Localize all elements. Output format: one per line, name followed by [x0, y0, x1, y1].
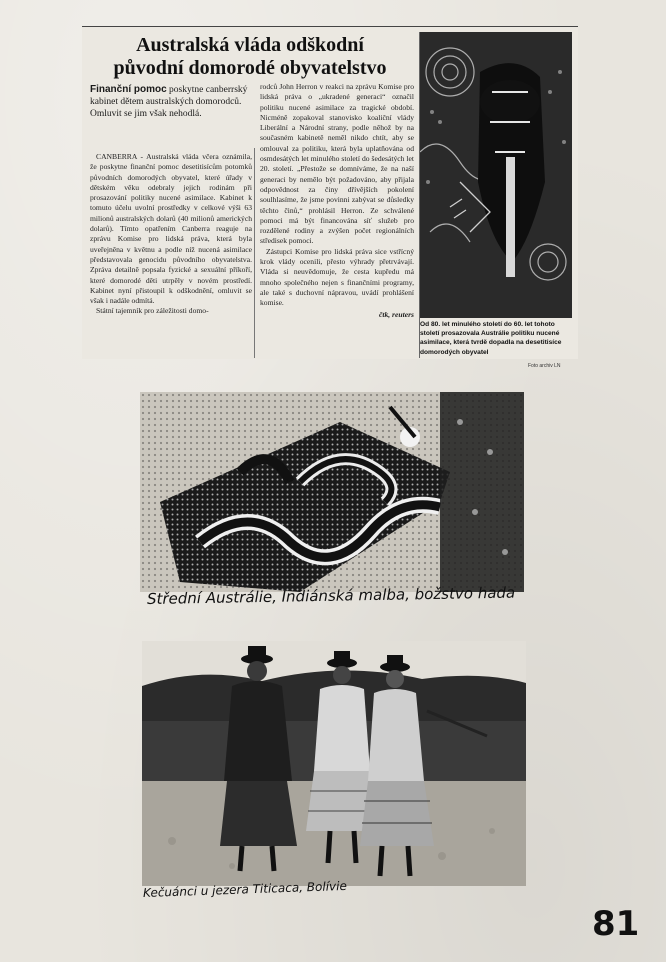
- aboriginal-snake-painting-photo: [140, 392, 524, 592]
- article-column-2: [260, 82, 414, 320]
- lead-bold: Finanční pomoc: [90, 84, 167, 95]
- article-headline: [82, 34, 418, 80]
- handwritten-caption-2: Kečuánci u jezera Titicaca, Bolívie: [142, 878, 348, 900]
- photo-caption: Od 80. let minulého století do 60. let tohoto století prosazovala Austrálie politiku nucené asimilace, která tvrdě dopadla na desetitisíce domorodých obyvatel: [420, 321, 562, 356]
- lead-text: poskytne canberrský kabinet dětem australských domorodců. Omluvit se jim však nehodlá.: [90, 85, 248, 119]
- aboriginal-man-photo: [420, 32, 572, 318]
- handwritten-caption-1: Střední Austrálie, Indiánská malba, božstvo hada: [146, 583, 516, 608]
- quechua-women-photo: [142, 641, 526, 886]
- newspaper-clipping: [82, 26, 578, 369]
- article-column-1: [90, 152, 252, 317]
- top-rule: [82, 26, 578, 27]
- paragraph: CANBERRA - Australská vláda včera oznámila, že poskytne finanční pomoc desetitisícům potomků původních domorodých obyvatel, které úřady v dětském věku odebraly jejich rodinám při prosazování politiky nucené asimilace. Kabinet k tomuto účelu uvolní prostředky v celkové výši 63 milionů australských dolarů (40 milionů amerických dolarů). Tímto opatřením Canberra reaguje na zprávu Komise pro lidská práva, která byla uveřejněna v květnu a podle níž nucená asimilace představovala genocidu původního obyvatelstva. Zpráva detailně popsala fyzické a sexuální příkoří, které domorodé děti utrpěly v novém prostředí. Kabinet nyní přistoupil k odškodnění, omluvit se však i nadále odmítá.: [90, 152, 252, 306]
- article-credit: čtk, reuters: [378, 309, 414, 319]
- paragraph: Státní tajemník pro záležitosti domo-: [96, 306, 209, 316]
- page-number: 81: [592, 904, 640, 944]
- article-lead: [90, 84, 250, 120]
- photo-credit: Foto archiv LN: [528, 363, 561, 369]
- column-divider: [254, 148, 255, 358]
- paragraph: rodců John Herron v reakci na zprávu Komise pro lidská práva o „ukradené generaci“ označil politiku nucené asimilace za tragické období. Nicméně zopakoval stanovisko koaliční vlády Liberální a Národní strany, podle něhož by na současném kabinetě neměl nikdo chtít, aby se omlouval za politiku, která byla uplatňována od osmdesátých let minulého století do šedesátých let 20. století. „Přestože se domníváme, že na naší generaci by nemělo být požadováno, aby přijala odpovědnost za činy dřívějších pokolení soulhlasíme, že jsme povinni zabývat se důsledky těchto činů,“ prohlásil Herron. Ze schválené pomoci má být financována síť služeb pro rozdělené rodiny a zvýšen počet regionálních středisek pomoci.: [260, 82, 414, 246]
- paragraph: Zástupci Komise pro lidská práva sice vstřícný krok vlády ocenili, přesto výhrady přetrvávají. Vláda si neuvědomuje, že cesta kupředu má mnoho společného nejen s finančními programy, ale také s duchovní nápravou, uvádí prohlášení komise.: [260, 246, 414, 308]
- headline-line-1: Australská vláda odškodní: [136, 34, 364, 56]
- headline-line-2: původní domorodé obyvatelstvo: [113, 57, 387, 79]
